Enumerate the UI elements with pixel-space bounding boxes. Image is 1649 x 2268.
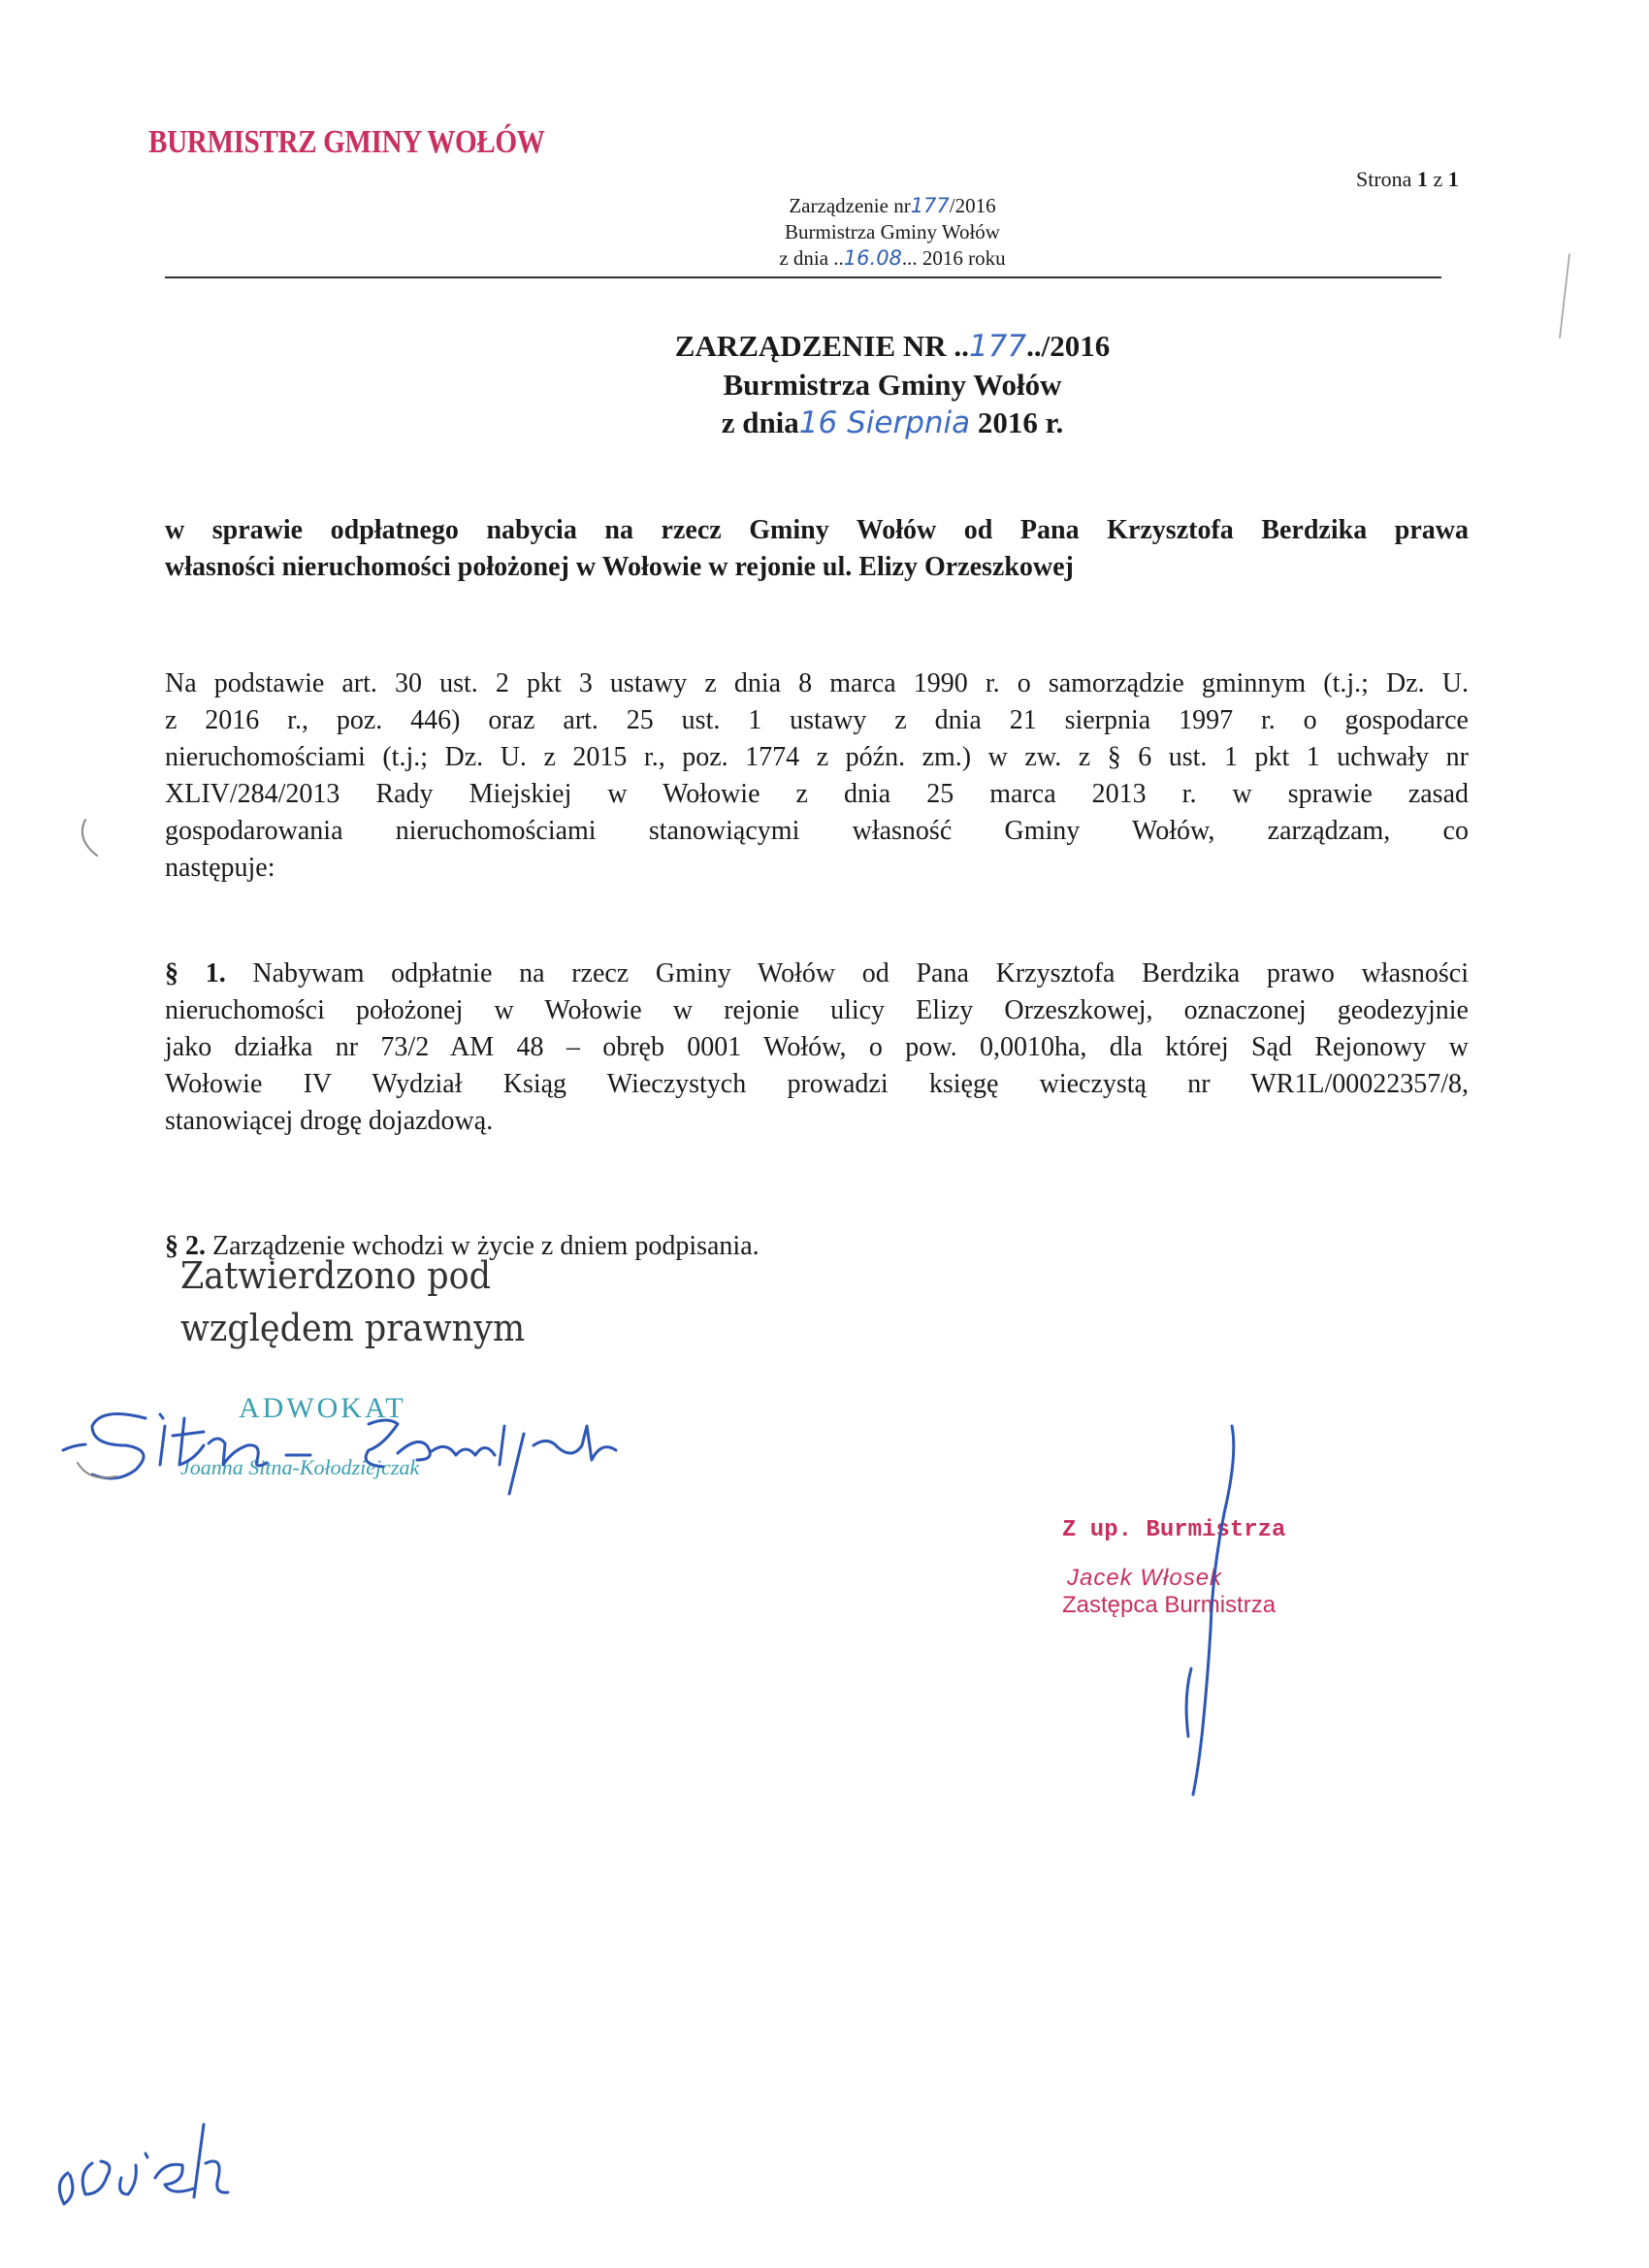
section-1-line: nieruchomości położonej w Wołowie w rejonie ulicy Elizy Orzeszkowej, oznaczonej geodezyjnie <box>165 995 1469 1025</box>
mayor-signature-icon <box>1186 1426 1234 1795</box>
title-line-2: Burmistrza Gminy Wołów <box>723 368 1062 402</box>
page-number-current: 1 <box>1416 167 1428 191</box>
preamble-line: gospodarowania nieruchomościami stanowiącymi własność Gminy Wołów, zarządzam, co <box>165 816 1469 846</box>
handwritten-note-icon <box>59 2124 228 2204</box>
title-number-handwritten: 177 <box>968 329 1027 364</box>
approval-line-2: względem prawnym <box>180 1307 526 1349</box>
title-number-suffix: ../2016 <box>1026 329 1111 363</box>
title-date-suffix: 2016 r. <box>970 405 1064 439</box>
section-1-line: stanowiącej drogę dojazdową. <box>165 1106 494 1136</box>
section-1-line: Wołowie IV Wydział Ksiąg Wieczystych prowadzi księgę wieczystą nr WR1L/00022357/8, <box>165 1069 1469 1099</box>
preamble-line: nieruchomościami (t.j.; Dz. U. z 2015 r., poz. 1774 z późn. zm.) w zw. z § 6 ust. 1 pkt 1 uchwały nr <box>165 742 1469 772</box>
mayor-stamp-line-2: Jacek Włosek <box>1067 1565 1223 1591</box>
preamble-line: następuje: <box>165 853 275 883</box>
title-number-prefix: ZARZĄDZENIE NR .. <box>674 329 969 363</box>
page-number-total: 1 <box>1447 167 1459 191</box>
subject-line-2: własności nieruchomości położonej w Wołowie w rejonie ul. Elizy Orzeszkowej <box>165 552 1074 582</box>
mayor-stamp-line-1: Z up. Burmistrza <box>1062 1517 1286 1543</box>
header-line-2: Burmistrza Gminy Wołów <box>785 220 1000 243</box>
header-number-handwritten: 177 <box>910 194 950 217</box>
header-number-prefix: Zarządzenie nr <box>789 194 911 217</box>
section-1-line-1-text: Nabywam odpłatnie na rzecz Gminy Wołów od Pana Krzysztofa Berdzika prawo własności <box>252 958 1469 988</box>
page-number-sep: z <box>1433 167 1443 191</box>
title-date-prefix: z dnia <box>721 405 799 439</box>
preamble-line: Na podstawie art. 30 ust. 2 pkt 3 ustawy z dnia 8 marca 1990 r. o samorządzie gminnym (t.j.; Dz. U. <box>165 668 1469 698</box>
office-stamp: BURMISTRZ GMINY WOŁÓW <box>148 124 545 160</box>
section-1-line: jako działka nr 73/2 AM 48 – obręb 0001 Wołów, o pow. 0,0010ha, dla której Sąd Rejonowy w <box>165 1032 1469 1062</box>
margin-mark-icon <box>1560 254 1569 338</box>
title-date-handwritten: 16 Sierpnia <box>798 405 971 440</box>
subject-line-1: w sprawie odpłatnego nabycia na rzecz Gminy Wołów od Pana Krzysztofa Berdzika prawa <box>165 515 1469 545</box>
approval-line-1: Zatwierdzono pod <box>180 1254 492 1297</box>
preamble-line: XLIV/284/2013 Rady Miejskiej w Wołowie z dnia 25 marca 2013 r. w sprawie zasad <box>165 779 1469 809</box>
section-2-number: § 2. <box>165 1231 206 1261</box>
section-1-number: § 1. <box>165 958 226 988</box>
header-date-handwritten: 16.08 <box>843 246 902 270</box>
header-date-suffix: ... 2016 roku <box>901 246 1006 270</box>
section-2-text: Zarządzenie wchodzi w życie z dniem podpisania. <box>212 1231 760 1261</box>
header-date-prefix: z dnia .. <box>779 246 844 270</box>
lawyer-signature-icon <box>63 1414 616 1495</box>
adwokat-name: Joanna Sitna-Kołodziejczak <box>180 1455 420 1479</box>
page-number-label: Strona <box>1356 167 1412 191</box>
margin-mark-icon <box>82 820 97 856</box>
adwokat-label: ADWOKAT <box>239 1392 406 1424</box>
mayor-stamp-line-3: Zastępca Burmistrza <box>1062 1592 1277 1618</box>
preamble-line: z 2016 r., poz. 446) oraz art. 25 ust. 1 ustawy z dnia 21 sierpnia 1997 r. o gospodarce <box>165 705 1469 735</box>
header-number-suffix: /2016 <box>949 194 996 217</box>
